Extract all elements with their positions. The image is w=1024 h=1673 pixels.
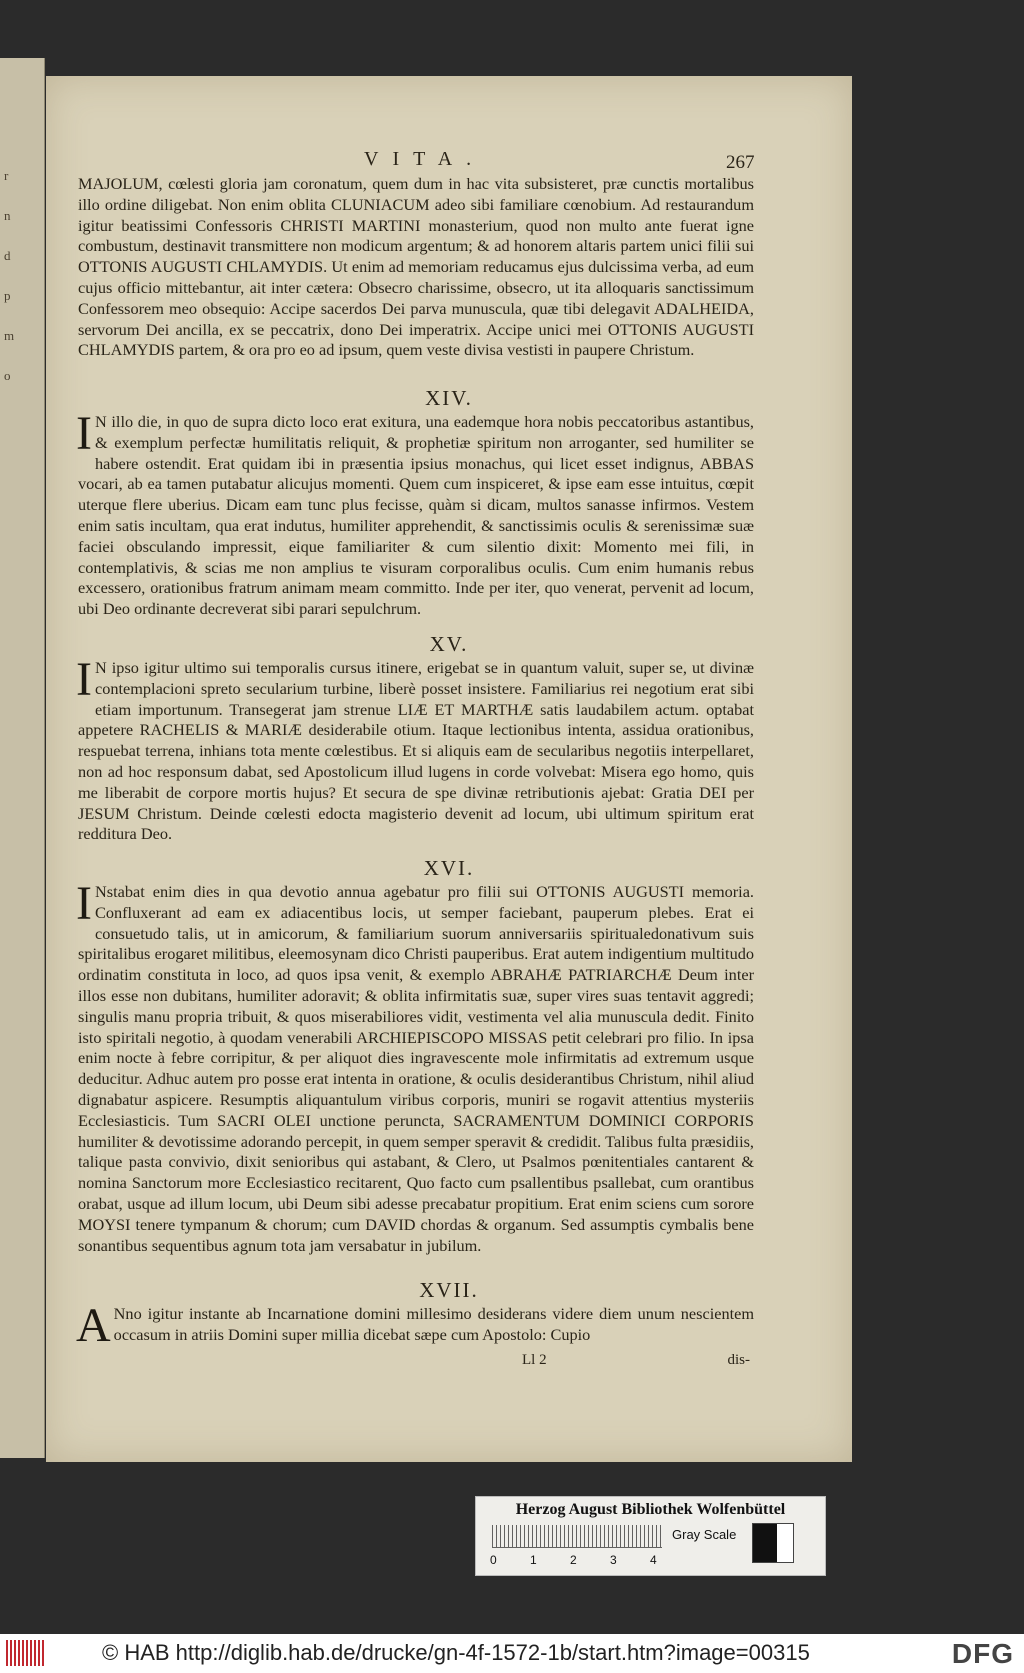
ruler-number: 2 [570,1553,577,1567]
edge-fragment: r [4,168,9,183]
ruler-icon [492,1525,662,1548]
paragraph-text: MAJOLUM, cœlesti gloria jam coronatum, quem dum in hac vita subsisteret, præ cunctis mortalibus illo ordine diligebat. Non enim oblita CLUNIACUM adeo sibi familiare cœnobium. Ad restaurandum igitur beatissimi Confessoris CHRISTI MARTINI monasterium, quod non multo ante fuerat igne combustum, destinavit transmittere non modicum argentum; & ad honorem altaris partem unici filii sui OTTONIS AUGUSTI CHLAMYDIS. Ut enim ad memoriam reducamus ejus dulcissima verba, ad eum cujus officio mittebantur, ait inter cætera: Obsecro charissime, obsecro, ut ita alloquaris sanctissimum Confessorem meo obsequio: Accipe sacerdos Dei parva munuscula, quæ tibi delegavit ADALHEIDA, servorum Dei ancilla, ex se peccatrix, dono Dei imperatrix. Accipe unici mei OTTONIS AUGUSTI CHLAMYDIS partem, & ora pro eo ad ipsum, quem veste divisa vestisti in paupere Christum. [78,174,754,360]
section-heading: XV. [429,632,469,656]
page-number: 267 [726,152,755,173]
drop-initial: I [76,407,92,460]
drop-initial: I [76,653,92,706]
signature-mark: Ll 2 [522,1352,547,1368]
paragraph-text: N illo die, in quo de supra dicto loco erat exitura, una eademque hora nobis peccatoribus astantibus, & exemplum perfectæ humilitatis reliquit, & prophetiæ spiritum non arroganter, sed humiliter se habere ostendit. Erat quidam ibi in præsentia ipsius monachus, qui licet esset indignus, ABBAS vocari, ab ea tamen putabatur alicujus momenti. Quem cum inspiceret, & ipse eam esse intuitus, cœpit uterque flere uberius. Dicam eam tunc plus fecisse, quàm si dicam, multos sanasse infirmos. Vestem enim satis incultam, qua erat indutus, humiliter apprehendit, & sanctissimis oculis & serenissimæ suæ faciei obsculando impressit, eique familiariter & cum silentio dixit: Momento mei fili, in contemplativis, & scias me non amplius te visuram corporalibus oculis. Cum enim humanis rebus excessero, orationibus fratrum animam meam committo. Inde per iter, quo venerat, pervenit ad locum, ubi Deo ordinante decreverat sibi parari sepulchrum. [78,412,754,619]
section-heading: XVI. [423,856,475,880]
ruler-number: 3 [610,1553,617,1567]
dfg-logo: DFG [951,1638,1014,1669]
drop-initial: I [76,877,92,930]
ruler-number: 4 [650,1553,657,1567]
gray-scale-swatch-icon [752,1523,794,1563]
drop-initial: A [76,1299,111,1352]
edge-fragment: p [4,288,11,303]
edge-fragment: o [4,368,11,383]
section-heading: XVII. [419,1278,479,1302]
running-title: VITA. [364,148,486,170]
gray-scale-label: Gray Scale [672,1527,737,1542]
paragraph [76,653,754,845]
edge-fragment: m [4,328,15,343]
source-url[interactable]: © HAB http://diglib.hab.de/drucke/gn-4f-1572-1b/start.htm?image=00315 [102,1640,810,1665]
ruler-number: 1 [530,1553,537,1567]
catchword: dis- [727,1352,750,1368]
running-head [46,148,852,174]
adjacent-page-edge [0,58,45,1458]
page-footer-line [78,1352,754,1374]
ruler-number: 0 [490,1553,497,1567]
edge-fragment: n [4,208,11,223]
viewer-footer [0,1634,1024,1673]
paragraph [76,1299,754,1352]
paragraph [76,877,754,1256]
paragraph [76,407,754,620]
paragraph-text: N ipso igitur ultimo sui temporalis cursus itinere, erigebat se in quantum valuit, super se, ut divinæ contemplacioni spreto secularium turbine, liberè posset insistere. Familiarius rei negotium erat sibi etiam importunum. Transegerat jam strenue LIÆ ET MARTHÆ satis laudabilem actum. optabat appetere RACHELIS & MARIÆ desiderabile otium. Itaque lectionibus intenta, assidua orationibus, respuebat terrena, inhians tota mente cœlestibus. Et si aliquis eam de secularibus negotiis interpellaret, non ad hoc responsum dabat, sed Apostolicum illud lugens in corde volvebat: Misera ego homo, quis me liberabit de corpore mortis hujus? Et secura de spe divinæ retributionis ajebat: Gratia DEI per JESUM Christum. Deinde cœlesti edocta magisterio devenit ad locum, ubi ultimum spiritum erat redditura Deo. [78,658,754,844]
section-heading: XIV. [425,386,473,410]
hab-logo-icon [6,1640,46,1666]
edge-fragment: d [4,248,11,263]
paragraph-text: Nno igitur instante ab Incarnatione domini millesimo desiderans videre diem unum nescientem occasum in atriis Domini super millia dicebat sæpe cum Apostolo: Cupio [113,1304,754,1344]
color-scale-card [475,1496,826,1576]
paragraph-text: Nstabat enim dies in qua devotio annua agebatur pro filii sui OTTONIS AUGUSTI memoria. Confluxerant ad eam ex adiacentibus locis, ut semper faciebant, pauperum plebes. Erat ei consuetudo talis, ut in amicorum, & familiarium suorum anniversariis spiritualedonativum suis spiritalibus erogaret militibus, eleemosynam dico Christi pauperibus. Erat autem indigentium multitudo ordinatim constituta in loco, ad quos ipsa venit, & exemplo ABRAHÆ PATRIARCHÆ Deum inter illos esse non dubitans, humiliter adoravit; & oblita infirmitatis suæ, super vires suas tentavit aggredi; singulis manu propria tribuit, & quos miserabiliores vidit, vestimenta vel alia munuscula dedit. Finito isto spiritali negotio, à quodam venerabili ARCHIEPISCOPO MISSAS petit celebrari pro filio. In ipsa enim nocte à febre corripitur, & per aliquot dies ingravescente mole infirmitatis ad extremum usque deducitur. Adhuc autem pro posse erat intenta in oratione, & oculis desiderantibus Christum, nihil aliud dignabatur aspicere. Resumptis aliquantulum viribus corporis, muniri se rogavit attentius mysteriis Ecclesiasticis. Tum SACRI OLEI unctione peruncta, SACRAMENTUM DOMINICI CORPORIS humiliter & devotissime adorando percepit, in quem semper speravit & credidit. Talibus fulta præsidiis, talique pasta convivio, dixit senioribus qui astabant, & Clero, ut Psalmos pœnitentiales cantarent & nomina Sanctorum more Ecclesiastico recitarent, Quo facto cum psallentibus psallebat, cum orantibus orabat, usque ad illum locum, ubi Deum sibi adesse precabatur propitium. Erat enim sciens cum sorore MOYSI tenere tympanum & chorum; cum DAVID chordas & organum. Sed assumptis cymbalis bene sonantibus sequentibus agnum tota jam versabatur in jubilum. [78,882,754,1255]
book-page [46,76,852,1462]
library-name: Herzog August Bibliothek Wolfenbüttel [515,1501,786,1518]
paragraph-continuation [78,174,754,361]
